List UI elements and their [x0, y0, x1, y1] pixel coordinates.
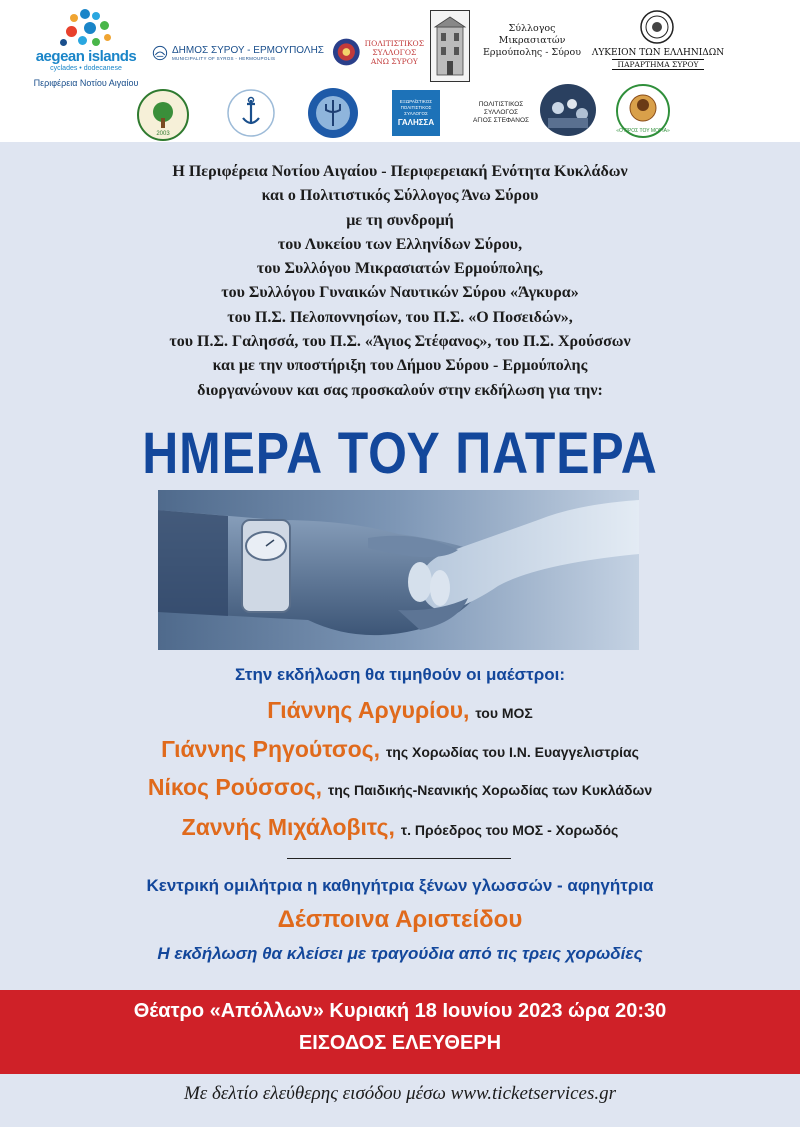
- ano-syros-l2: ΣΥΛΛΟΓΟΣ: [372, 47, 417, 57]
- honoree-role: του ΜΟΣ: [475, 705, 533, 721]
- lykeio-l1: ΛΥΚΕΙΟΝ ΤΩΝ ΕΛΛΗΝΙΔΩΝ: [591, 48, 725, 58]
- hands-photo: [158, 490, 639, 650]
- aegean-region: Περιφέρεια Νοτίου Αιγαίου: [33, 78, 139, 88]
- honoree-name: Ζαννής Μιχάλοβιτς,: [181, 814, 395, 840]
- honoree-row: [0, 697, 800, 724]
- stefanos-l3: ΑΓΙΟΣ ΣΤΕΦΑΝΟΣ: [472, 117, 530, 124]
- organiser-line: με τη συνδρομή: [346, 211, 454, 229]
- venue-datetime: Θέατρο «Απόλλων» Κυριακή 18 Ιουνίου 2023 ώρα 20:30: [133, 1000, 667, 1022]
- agkyra-anchor-icon: [226, 88, 276, 138]
- organiser-line: του Λυκείου των Ελληνίδων Σύρου,: [277, 235, 523, 253]
- mikrasiaton-l1: Σύλλογος Μικρασιατών: [498, 23, 566, 46]
- ano-syros-l3: ΑΝΩ ΣΥΡΟΥ: [370, 56, 418, 66]
- organiser-line: του Π.Σ. Γαλησσά, του Π.Σ. «Άγιος Στέφανος», του Π.Σ. Χρούσσων: [169, 333, 631, 351]
- peloponnisioi-seal-icon: [612, 82, 674, 140]
- svg-text:«Ο ΠΡΟΣ ΤΟΥ ΜΟΡΙΑ»: «Ο ΠΡΟΣ ΤΟΥ ΜΟΡΙΑ»: [616, 128, 670, 134]
- organiser-line: και με την υποστήριξη του Δήμου Σύρου - Ερμούπολης: [212, 357, 588, 375]
- club-2003-seal-icon: [136, 88, 190, 142]
- dimos-sub: MUNICIPALITY OF SYROS - HERMOUPOLIS: [171, 56, 276, 61]
- organiser-line: του Π.Σ. Πελοποννησίων, του Π.Σ. «Ο Ποσειδών»,: [227, 308, 573, 326]
- svg-text:2003: 2003: [156, 131, 170, 137]
- mikrasiaton-l2: Ερμούπολης - Σύρου: [482, 47, 581, 58]
- honorees-heading: Στην εκδήλωση θα τιμηθούν οι μαέστροι:: [234, 665, 566, 684]
- stefanos-l1: ΠΟΛΙΤΙΣΤΙΚΟΣ: [478, 101, 524, 108]
- lykeio-seal-icon: [639, 9, 675, 45]
- closing-note: Η εκδήλωση θα κλείσει με τραγούδια από τις τρεις χορωδίες: [157, 944, 643, 963]
- honoree-row: [0, 814, 800, 841]
- dimos-syrou-logo: [152, 36, 324, 70]
- lykeio-logo: [591, 48, 725, 70]
- mikrasiaton-building-icon: [430, 10, 470, 82]
- stefanos-text: [466, 96, 536, 130]
- free-entry: ΕΙΣΟΔΟΣ ΕΛΕΥΘΕΡΗ: [298, 1032, 502, 1054]
- organiser-line: του Συλλόγου Γυναικών Ναυτικών Σύρου «Άγκυρα»: [221, 284, 579, 302]
- organisers-block: [20, 160, 780, 403]
- galissa-l4: ΓΑΛΗΣΣΑ: [397, 117, 435, 127]
- event-title: ΗΜΕΡΑ ΤΟΥ ΠΑΤΕΡΑ: [142, 421, 658, 486]
- galissa-l1: ΕΞΩΡΑΪΣΤΙΚΟΣ: [399, 98, 433, 104]
- ticket-note: Με δελτίο ελεύθερης εισόδου μέσω www.ticketservices.gr: [183, 1083, 617, 1104]
- honoree-role: της Χορωδίας του Ι.Ν. Ευαγγελιστρίας: [386, 744, 639, 760]
- ano-syros-emblem-icon: [332, 37, 361, 67]
- organiser-line: του Συλλόγου Μικρασιατών Ερμούπολης,: [256, 260, 544, 278]
- honoree-role: τ. Πρόεδρος του ΜΟΣ - Χορωδός: [400, 822, 619, 838]
- honoree-name: Νίκος Ρούσσος,: [147, 774, 322, 800]
- organiser-line: Η Περιφέρεια Νοτίου Αιγαίου - Περιφερειακή Ενότητα Κυκλάδων: [172, 163, 628, 180]
- ano-syros-l1: ΠΟΛΙΤΙΣΤΙΚΟΣ: [364, 38, 424, 48]
- galissa-logo: [392, 90, 440, 136]
- speaker-line: Κεντρική ομιλήτρια η καθηγήτρια ξένων γλωσσών - αφηγήτρια: [146, 876, 654, 895]
- aegean-islands-logo: [30, 6, 142, 92]
- stefanos-l2: ΣΥΛΛΟΓΟΣ: [483, 109, 519, 116]
- aegean-word: aegean islands: [35, 48, 137, 65]
- organiser-line: και ο Πολιτιστικός Σύλλογος Άνω Σύρου: [261, 187, 539, 205]
- honoree-role: της Παιδικής-Νεανικής Χορωδίας των Κυκλάδων: [328, 782, 653, 798]
- organiser-line: διοργανώνουν και σας προσκαλούν στην εκδήλωση για την:: [197, 381, 603, 399]
- mikrasiaton-text: [474, 23, 590, 58]
- ano-syros-logo: [332, 32, 424, 72]
- aegean-dots-icon: [56, 9, 116, 49]
- stefanos-photo-icon: [538, 82, 598, 138]
- dimos-title: ΔΗΜΟΣ ΣΥΡΟΥ - ΕΡΜΟΥΠΟΛΗΣ: [171, 45, 324, 56]
- honoree-name: Γιάννης Ρηγούτσος,: [161, 736, 381, 762]
- poseidon-seal-icon: [306, 86, 360, 140]
- logo-header: [0, 0, 800, 142]
- galissa-l3: ΣΥΛΛΟΓΟΣ: [404, 110, 428, 116]
- galissa-l2: ΠΟΛΙΤΙΣΤΙΚΟΣ: [400, 104, 432, 110]
- holding-hands-image: [158, 490, 639, 650]
- honoree-row: [0, 736, 800, 763]
- section-divider: [287, 858, 511, 859]
- aegean-sub: cyclades • dodecanese: [50, 65, 122, 72]
- dimos-emblem-icon: [152, 41, 168, 65]
- honoree-name: Γιάννης Αργυρίου,: [267, 697, 470, 723]
- lykeio-l2: ΠΑΡΑΡΤΗΜΑ ΣΥΡΟΥ: [612, 59, 705, 70]
- venue-band: [0, 990, 800, 1074]
- speaker-name: Δέσποινα Αριστείδου: [277, 906, 523, 933]
- honoree-row: [0, 774, 800, 801]
